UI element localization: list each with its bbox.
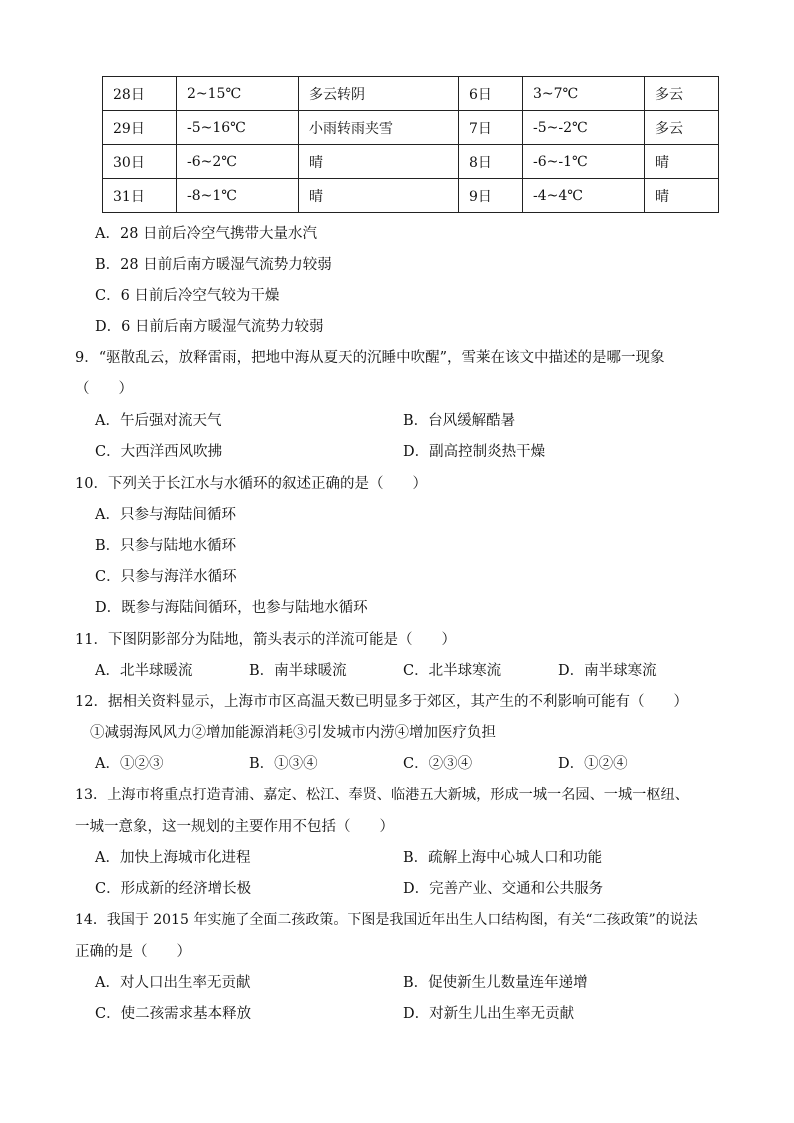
table-cell-date-b: 9日	[459, 179, 523, 213]
q8-option-b: B．28 日前后南方暖湿气流势力较弱	[95, 257, 332, 273]
q13-option-c: C．形成新的经济增长极	[95, 881, 252, 897]
q14-option-d: D．对新生儿出生率无贡献	[403, 1006, 575, 1022]
table-row	[103, 179, 719, 213]
q11-option-c: C．北半球寒流	[403, 663, 502, 679]
table-row	[103, 111, 719, 145]
q9-stem-answer-blank: （ ）	[75, 381, 133, 397]
table-cell-date-a: 29日	[103, 111, 177, 145]
table-cell-date-a: 30日	[103, 145, 177, 179]
table-cell-date-b: 7日	[459, 111, 523, 145]
q12-option-a: A．①②③	[95, 756, 164, 772]
table-cell-temp-a: -6~2℃	[177, 145, 299, 179]
q9-option-c: C．大西洋西风吹拂	[95, 444, 223, 460]
q10-option-c: C．只参与海洋水循环	[95, 569, 237, 585]
q11-option-d: D．南半球寒流	[558, 663, 657, 679]
table-cell-temp-b: 3~7℃	[523, 77, 645, 111]
q13-option-a: A．加快上海城市化进程	[95, 850, 251, 866]
table-cell-temp-b: -4~4℃	[523, 179, 645, 213]
table-cell-temp-a: -8~1℃	[177, 179, 299, 213]
q14-option-b: B．促使新生儿数量连年递增	[403, 975, 588, 991]
table-row	[103, 145, 719, 179]
q14-stem-continued: 正确的是（ ）	[75, 944, 191, 960]
q10-option-b: B．只参与陆地水循环	[95, 538, 237, 554]
table-cell-weather-a: 小雨转雨夹雪	[299, 111, 459, 145]
q13-stem-continued: 一城一意象，这一规划的主要作用不包括（ ）	[75, 819, 394, 835]
q8-option-a: A．28 日前后冷空气携带大量水汽	[95, 226, 318, 242]
table-cell-weather-a: 晴	[299, 179, 459, 213]
q10-stem: 10．下列关于长江水与水循环的叙述正确的是（ ）	[75, 476, 427, 492]
table-cell-date-b: 6日	[459, 77, 523, 111]
q8-option-c: C．6 日前后冷空气较为干燥	[95, 288, 280, 304]
q14-stem: 14．我国于 2015 年实施了全面二孩政策。下图是我国近年出生人口结构图，有关“二孩政策”的说法	[75, 912, 698, 928]
table-cell-temp-a: -5~16℃	[177, 111, 299, 145]
q12-option-d: D．①②④	[558, 756, 628, 772]
q12-option-b: B．①③④	[249, 756, 318, 772]
table-cell-weather-a: 晴	[299, 145, 459, 179]
q9-option-d: D．副高控制炎热干燥	[403, 444, 546, 460]
q12-stem: 12．据相关资料显示，上海市市区高温天数已明显多于郊区，其产生的不利影响可能有（ ）	[75, 694, 688, 710]
q14-option-c: C．使二孩需求基本释放	[95, 1006, 252, 1022]
table-cell-date-b: 8日	[459, 145, 523, 179]
q10-option-a: A．只参与海陆间循环	[95, 507, 236, 523]
q11-stem: 11．下图阴影部分为陆地，箭头表示的洋流可能是（ ）	[75, 632, 456, 648]
q10-option-d: D．既参与海陆间循环，也参与陆地水循环	[95, 600, 368, 616]
q13-option-b: B．疏解上海中心城人口和功能	[403, 850, 603, 866]
table-cell-weather-b: 多云	[645, 111, 719, 145]
table-row	[103, 77, 719, 111]
q14-option-a: A．对人口出生率无贡献	[95, 975, 251, 991]
table-cell-temp-b: -5~-2℃	[523, 111, 645, 145]
q13-option-d: D．完善产业、交通和公共服务	[403, 881, 604, 897]
table-cell-date-a: 28日	[103, 77, 177, 111]
q11-option-b: B．南半球暖流	[249, 663, 347, 679]
table-cell-weather-b: 多云	[645, 77, 719, 111]
table-cell-weather-a: 多云转阴	[299, 77, 459, 111]
table-cell-date-a: 31日	[103, 179, 177, 213]
table-cell-weather-b: 晴	[645, 179, 719, 213]
weather-table	[102, 76, 719, 213]
q9-stem: 9．“驱散乱云，放释雷雨，把地中海从夏天的沉睡中吹醒”，雪莱在该文中描述的是哪一现象	[75, 350, 665, 366]
table-cell-temp-a: 2~15℃	[177, 77, 299, 111]
q9-option-b: B．台风缓解酷暑	[403, 413, 516, 429]
q8-option-d: D．6 日前后南方暖湿气流势力较弱	[95, 319, 324, 335]
weather-table-body	[103, 77, 719, 213]
q9-option-a: A．午后强对流天气	[95, 413, 222, 429]
table-cell-weather-b: 晴	[645, 145, 719, 179]
table-cell-temp-b: -6~-1℃	[523, 145, 645, 179]
q13-stem: 13．上海市将重点打造青浦、嘉定、松江、奉贤、临港五大新城，形成一城一名园、一城一枢纽、	[75, 787, 689, 803]
q12-option-c: C．②③④	[403, 756, 473, 772]
q12-statements: ①减弱海风风力②增加能源消耗③引发城市内涝④增加医疗负担	[90, 725, 496, 741]
q11-option-a: A．北半球暖流	[95, 663, 193, 679]
